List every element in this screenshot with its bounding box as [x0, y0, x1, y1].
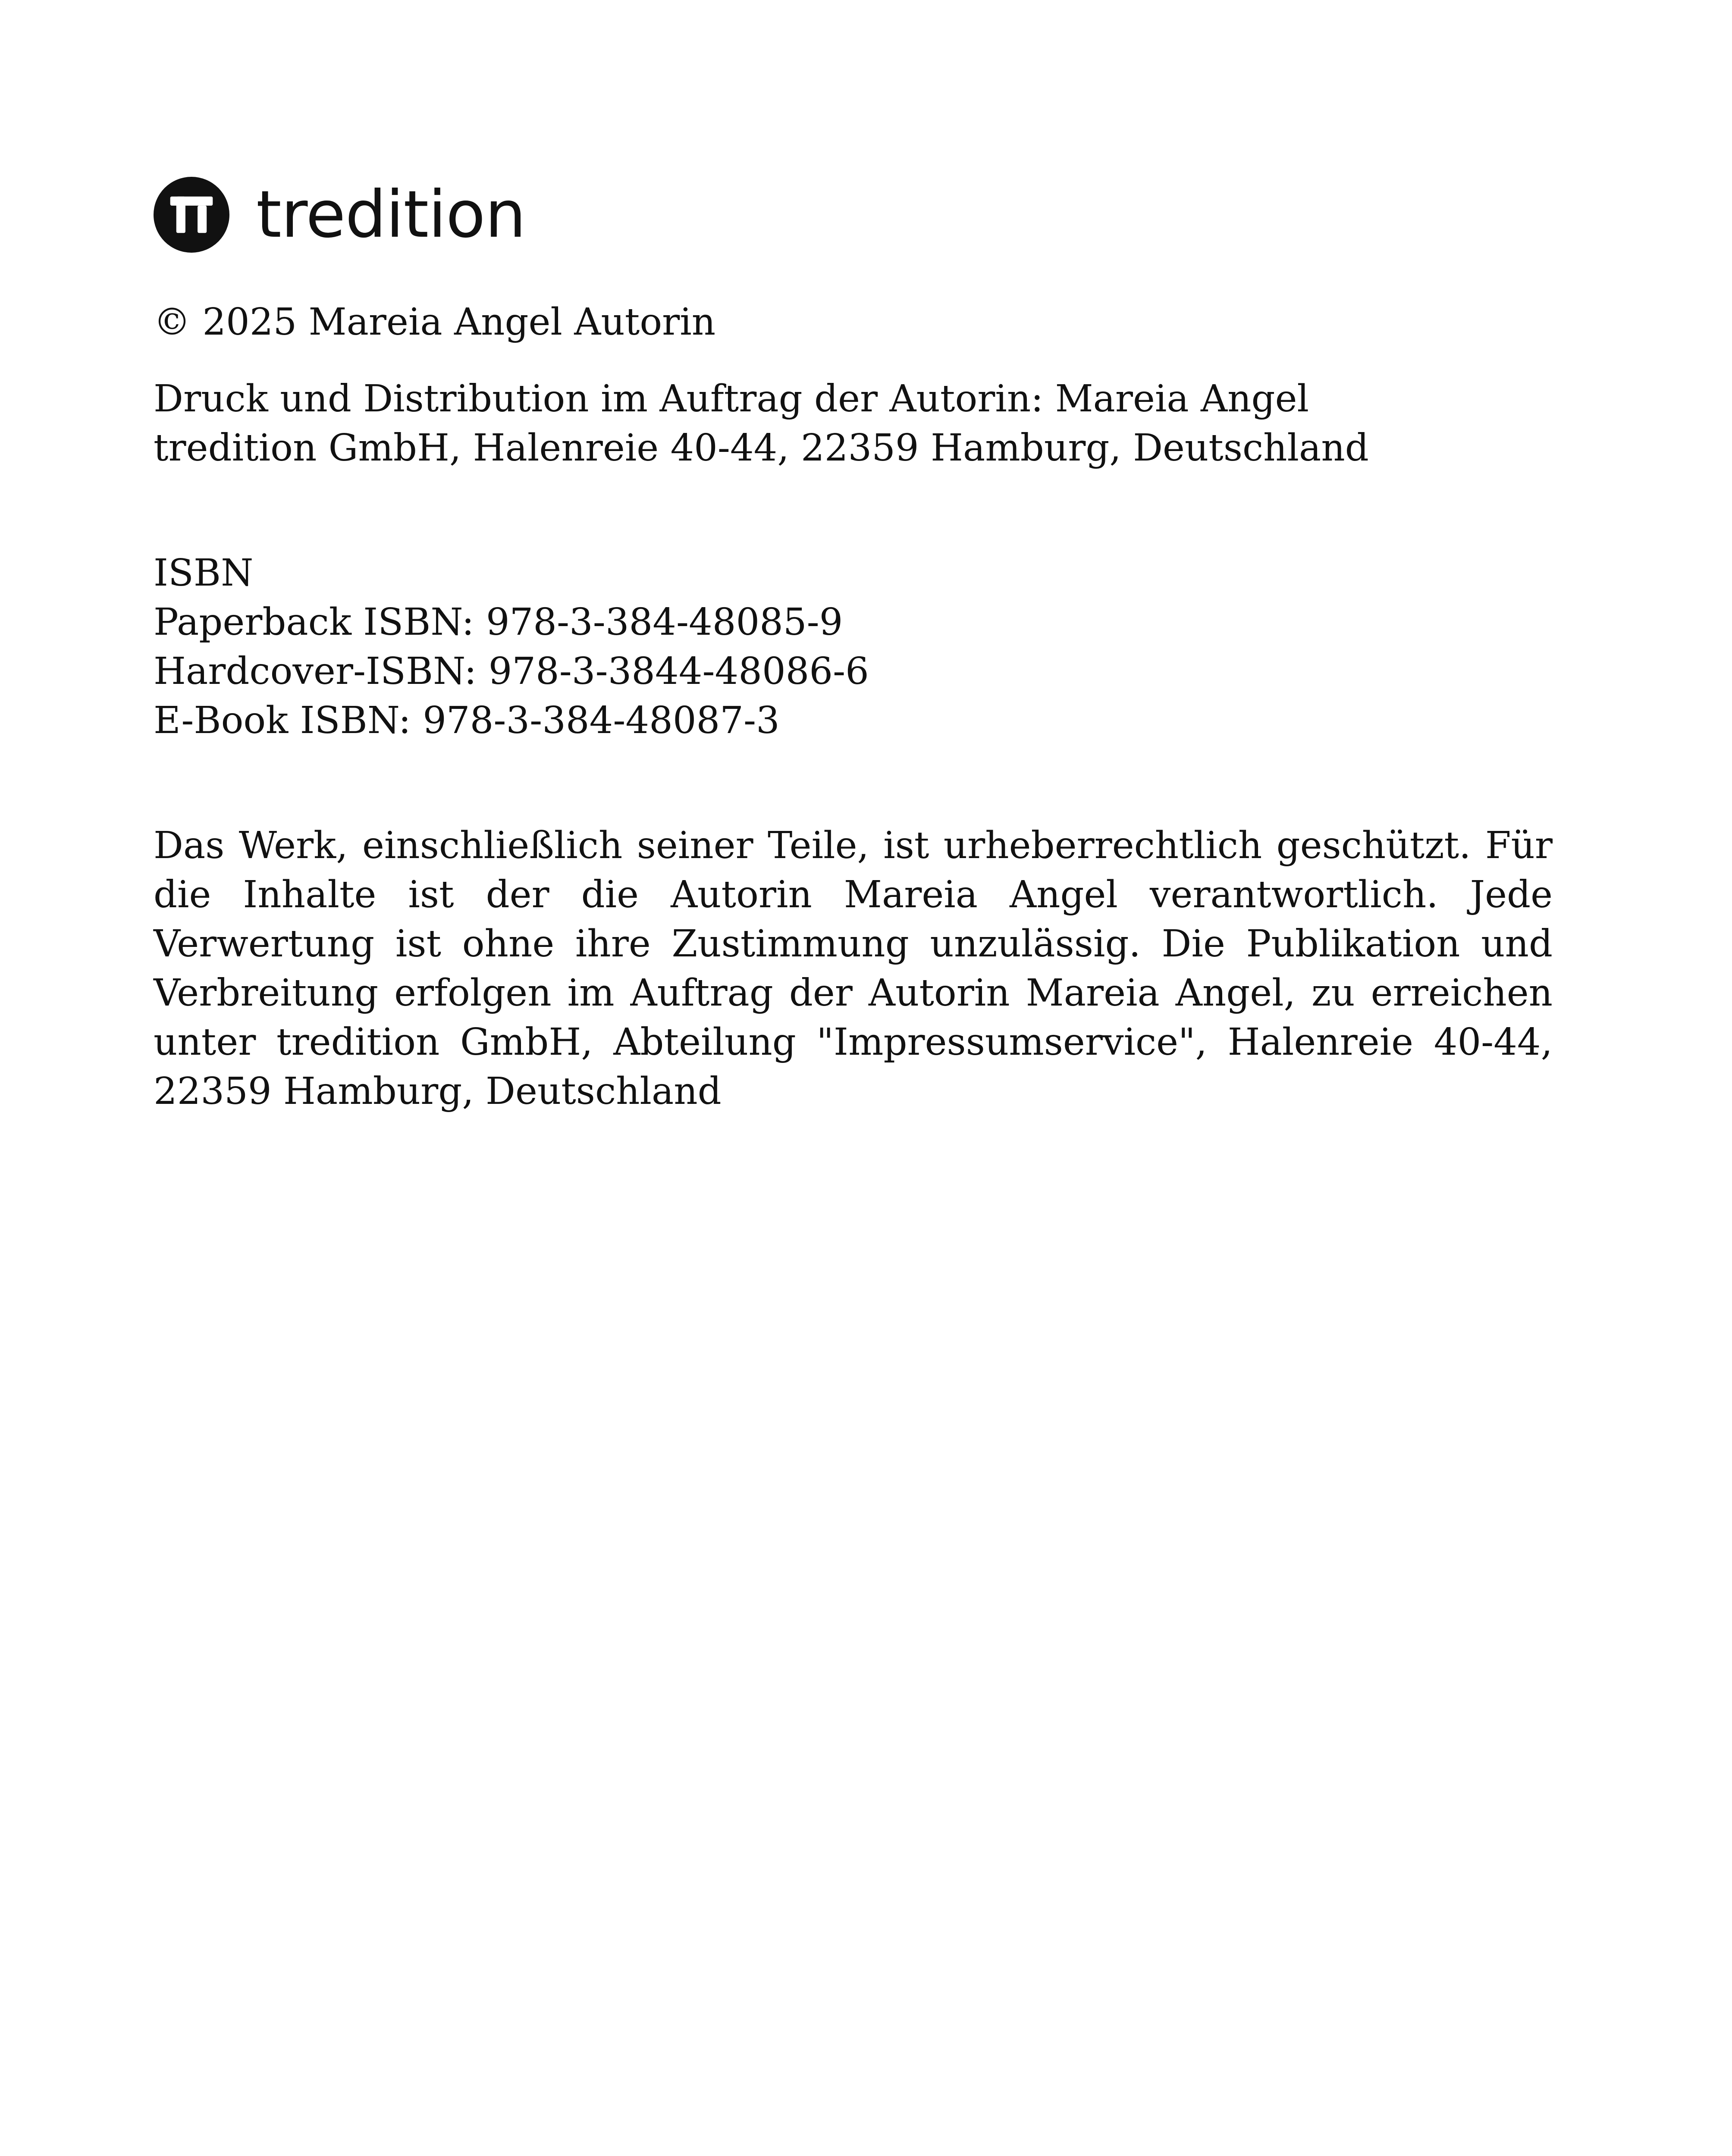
isbn-block [154, 548, 1553, 745]
distribution-line-1: Druck und Distribution im Auftrag der Autorin: Mareia Angel [154, 377, 1309, 420]
isbn-heading: ISBN [154, 552, 254, 595]
publisher-name: tredition [256, 177, 526, 252]
distribution-notice [154, 374, 1553, 473]
copyright-line: © 2025 Mareia Angel Autorin [154, 301, 716, 344]
publisher-logo [154, 176, 526, 254]
isbn-paperback: Paperback ISBN: 978-3-384-48085-9 [154, 601, 843, 644]
isbn-hardcover: Hardcover-ISBN: 978-3-3844-48086-6 [154, 650, 869, 693]
legal-notice: Das Werk, einschließlich seiner Teile, ist urheberrechtlich geschützt. Für die Inhalte ist der die Autorin Mareia Angel verantwortlich. Jede Verwertung ist ohne ihre Zustimmung unzulässig. Die Publikation und Verbreitung erfolgen im Auftrag der Autorin Mareia Angel, zu erreichen unter tredition GmbH, Abteilung "Impressumservice", Halenreie 40-44, 22359 Hamburg, Deutschland [154, 824, 1553, 1113]
distribution-line-2: tredition GmbH, Halenreie 40-44, 22359 Hamburg, Deutschland [154, 426, 1369, 470]
tredition-logo-icon [154, 177, 229, 253]
copyright-notice [154, 298, 1553, 347]
isbn-ebook: E-Book ISBN: 978-3-384-48087-3 [154, 699, 780, 742]
